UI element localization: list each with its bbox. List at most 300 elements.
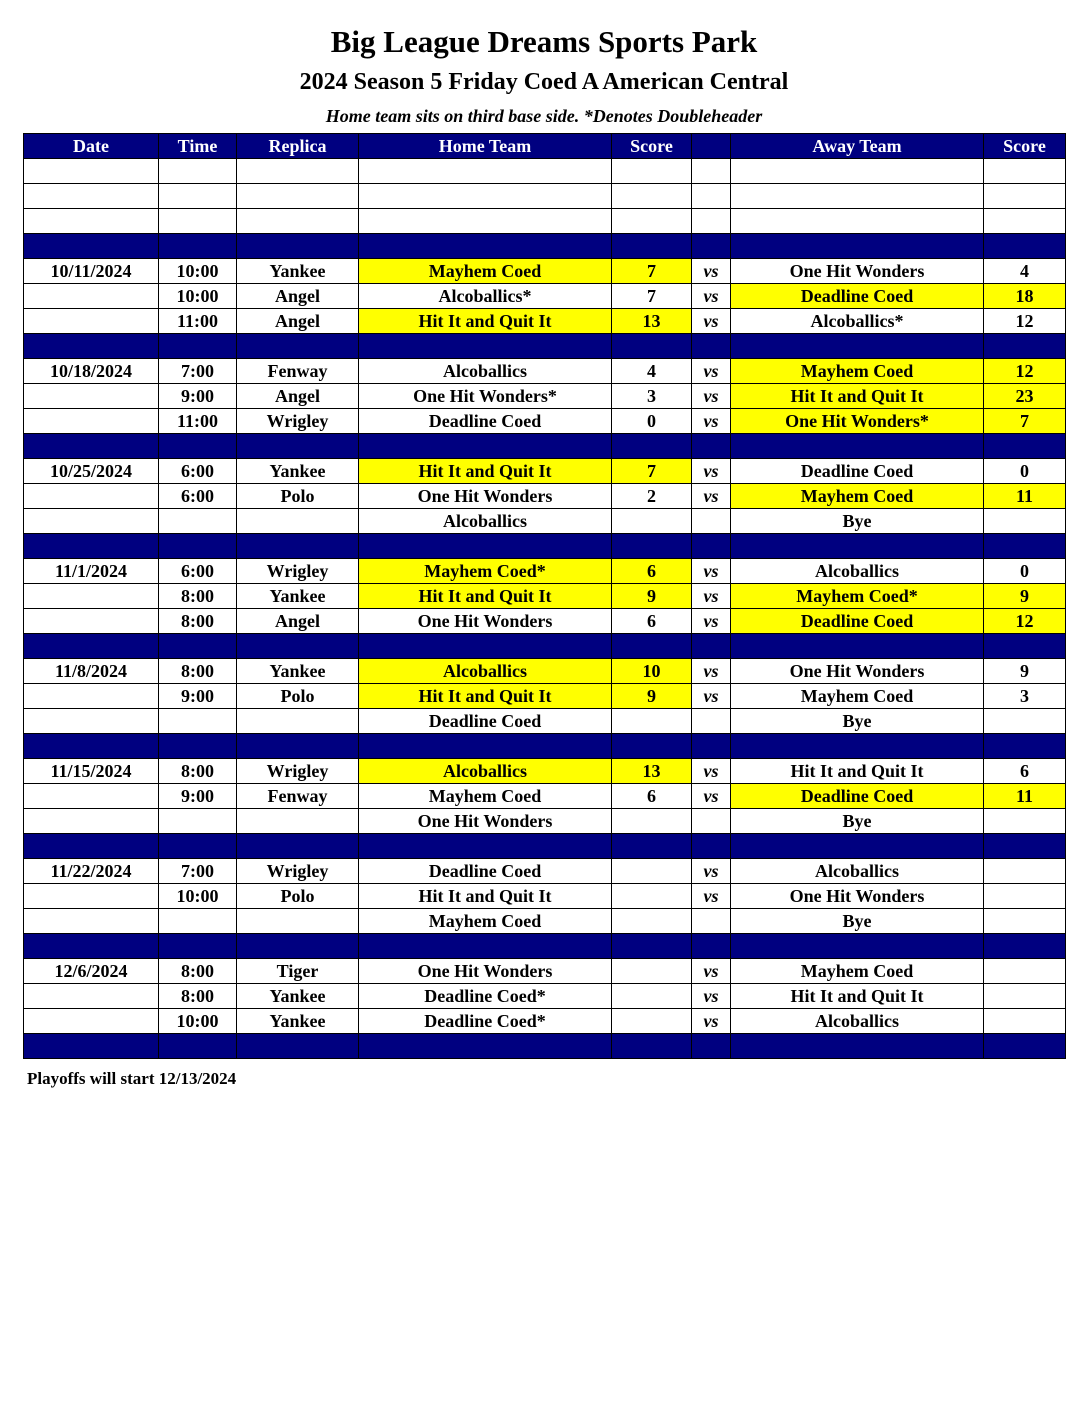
home-team-cell: Hit It and Quit It bbox=[359, 884, 612, 909]
week-separator-row bbox=[24, 334, 1066, 359]
home-team-cell bbox=[359, 209, 612, 234]
vs-cell bbox=[692, 209, 731, 234]
date-cell bbox=[24, 234, 159, 259]
time-cell bbox=[159, 1034, 237, 1059]
replica-cell bbox=[237, 209, 359, 234]
away-team-cell: Hit It and Quit It bbox=[731, 984, 984, 1009]
vs-cell: vs bbox=[692, 384, 731, 409]
week-separator-row bbox=[24, 934, 1066, 959]
vs-cell: vs bbox=[692, 959, 731, 984]
time-cell bbox=[159, 909, 237, 934]
away-team-cell: Deadline Coed bbox=[731, 284, 984, 309]
home-score-cell bbox=[612, 509, 692, 534]
col-header-away-score: Score bbox=[984, 134, 1066, 159]
game-row bbox=[24, 759, 1066, 784]
away-score-cell: 11 bbox=[984, 484, 1066, 509]
date-cell: 10/11/2024 bbox=[24, 259, 159, 284]
vs-cell bbox=[692, 834, 731, 859]
home-team-cell: Alcoballics bbox=[359, 759, 612, 784]
vs-cell bbox=[692, 934, 731, 959]
date-cell bbox=[24, 184, 159, 209]
replica-cell: Wrigley bbox=[237, 859, 359, 884]
away-team-cell bbox=[731, 159, 984, 184]
time-cell bbox=[159, 184, 237, 209]
replica-cell: Yankee bbox=[237, 259, 359, 284]
away-score-cell bbox=[984, 634, 1066, 659]
week-separator-row bbox=[24, 834, 1066, 859]
col-header-date: Date bbox=[24, 134, 159, 159]
game-row bbox=[24, 684, 1066, 709]
date-cell bbox=[24, 334, 159, 359]
replica-cell: Yankee bbox=[237, 1009, 359, 1034]
game-row bbox=[24, 309, 1066, 334]
away-score-cell bbox=[984, 209, 1066, 234]
date-cell bbox=[24, 284, 159, 309]
game-row bbox=[24, 784, 1066, 809]
time-cell: 10:00 bbox=[159, 259, 237, 284]
replica-cell: Wrigley bbox=[237, 409, 359, 434]
vs-cell: vs bbox=[692, 609, 731, 634]
game-row bbox=[24, 409, 1066, 434]
away-team-cell: Hit It and Quit It bbox=[731, 384, 984, 409]
game-row bbox=[24, 609, 1066, 634]
away-team-cell bbox=[731, 334, 984, 359]
replica-cell bbox=[237, 934, 359, 959]
vs-cell bbox=[692, 809, 731, 834]
time-cell: 8:00 bbox=[159, 759, 237, 784]
replica-cell: Wrigley bbox=[237, 559, 359, 584]
time-cell bbox=[159, 434, 237, 459]
vs-cell bbox=[692, 634, 731, 659]
away-team-cell bbox=[731, 634, 984, 659]
away-score-cell bbox=[984, 984, 1066, 1009]
away-score-cell: 9 bbox=[984, 584, 1066, 609]
home-score-cell bbox=[612, 209, 692, 234]
game-row bbox=[24, 1009, 1066, 1034]
home-score-cell: 6 bbox=[612, 559, 692, 584]
away-team-cell bbox=[731, 1034, 984, 1059]
replica-cell: Angel bbox=[237, 384, 359, 409]
vs-cell: vs bbox=[692, 284, 731, 309]
replica-cell bbox=[237, 709, 359, 734]
home-score-cell bbox=[612, 934, 692, 959]
replica-cell bbox=[237, 734, 359, 759]
away-team-cell: Alcoballics* bbox=[731, 309, 984, 334]
away-score-cell bbox=[984, 184, 1066, 209]
schedule-note: Home team sits on third base side. *Denotes Doubleheader bbox=[325, 106, 763, 126]
away-score-cell: 4 bbox=[984, 259, 1066, 284]
col-header-away-team: Away Team bbox=[731, 134, 984, 159]
away-score-cell bbox=[984, 859, 1066, 884]
home-score-cell: 4 bbox=[612, 359, 692, 384]
home-score-cell: 2 bbox=[612, 484, 692, 509]
away-team-cell: Deadline Coed bbox=[731, 784, 984, 809]
away-score-cell: 6 bbox=[984, 759, 1066, 784]
home-team-cell: Mayhem Coed bbox=[359, 259, 612, 284]
away-team-cell: Mayhem Coed bbox=[731, 684, 984, 709]
home-score-cell: 7 bbox=[612, 284, 692, 309]
away-score-cell bbox=[984, 434, 1066, 459]
away-score-cell bbox=[984, 834, 1066, 859]
page-subtitle: 2024 Season 5 Friday Coed A American Central bbox=[299, 69, 789, 95]
date-cell: 10/18/2024 bbox=[24, 359, 159, 384]
home-team-cell: Mayhem Coed bbox=[359, 784, 612, 809]
col-header-time: Time bbox=[159, 134, 237, 159]
home-score-cell bbox=[612, 534, 692, 559]
replica-cell: Yankee bbox=[237, 459, 359, 484]
away-team-cell: Mayhem Coed* bbox=[731, 584, 984, 609]
replica-cell bbox=[237, 509, 359, 534]
date-cell bbox=[24, 684, 159, 709]
time-cell bbox=[159, 334, 237, 359]
home-team-cell: One Hit Wonders bbox=[359, 809, 612, 834]
away-team-cell: Bye bbox=[731, 709, 984, 734]
time-cell bbox=[159, 709, 237, 734]
away-team-cell bbox=[731, 209, 984, 234]
col-header-replica: Replica bbox=[237, 134, 359, 159]
replica-cell: Wrigley bbox=[237, 759, 359, 784]
vs-cell bbox=[692, 534, 731, 559]
col-header-home-score: Score bbox=[612, 134, 692, 159]
vs-cell: vs bbox=[692, 584, 731, 609]
away-score-cell: 18 bbox=[984, 284, 1066, 309]
date-cell bbox=[24, 609, 159, 634]
away-score-cell bbox=[984, 1009, 1066, 1034]
date-cell bbox=[24, 734, 159, 759]
replica-cell: Polo bbox=[237, 484, 359, 509]
time-cell: 8:00 bbox=[159, 659, 237, 684]
date-cell bbox=[24, 1009, 159, 1034]
home-team-cell: Deadline Coed* bbox=[359, 1009, 612, 1034]
home-score-cell: 7 bbox=[612, 259, 692, 284]
away-score-cell: 9 bbox=[984, 659, 1066, 684]
blank-row bbox=[24, 184, 1066, 209]
vs-cell bbox=[692, 709, 731, 734]
away-team-cell: One Hit Wonders bbox=[731, 259, 984, 284]
home-score-cell bbox=[612, 184, 692, 209]
replica-cell: Yankee bbox=[237, 584, 359, 609]
away-score-cell: 12 bbox=[984, 609, 1066, 634]
date-cell bbox=[24, 159, 159, 184]
home-score-cell bbox=[612, 709, 692, 734]
home-team-cell bbox=[359, 734, 612, 759]
date-cell bbox=[24, 534, 159, 559]
away-team-cell bbox=[731, 184, 984, 209]
date-cell bbox=[24, 509, 159, 534]
vs-cell: vs bbox=[692, 984, 731, 1009]
home-team-cell bbox=[359, 834, 612, 859]
away-team-cell bbox=[731, 834, 984, 859]
date-cell: 11/1/2024 bbox=[24, 559, 159, 584]
home-team-cell bbox=[359, 334, 612, 359]
replica-cell bbox=[237, 334, 359, 359]
game-row bbox=[24, 484, 1066, 509]
col-header-vs bbox=[692, 134, 731, 159]
date-cell bbox=[24, 634, 159, 659]
home-team-cell: Hit It and Quit It bbox=[359, 584, 612, 609]
home-team-cell bbox=[359, 934, 612, 959]
vs-cell bbox=[692, 909, 731, 934]
time-cell: 10:00 bbox=[159, 284, 237, 309]
time-cell bbox=[159, 534, 237, 559]
time-cell: 6:00 bbox=[159, 559, 237, 584]
home-team-cell: One Hit Wonders bbox=[359, 959, 612, 984]
date-cell bbox=[24, 784, 159, 809]
date-cell bbox=[24, 1034, 159, 1059]
replica-cell bbox=[237, 234, 359, 259]
home-score-cell: 6 bbox=[612, 609, 692, 634]
home-team-cell: Alcoballics bbox=[359, 659, 612, 684]
date-cell: 11/15/2024 bbox=[24, 759, 159, 784]
home-team-cell bbox=[359, 184, 612, 209]
away-score-cell: 12 bbox=[984, 309, 1066, 334]
replica-cell: Yankee bbox=[237, 659, 359, 684]
home-score-cell bbox=[612, 834, 692, 859]
vs-cell: vs bbox=[692, 884, 731, 909]
game-row bbox=[24, 559, 1066, 584]
game-row bbox=[24, 884, 1066, 909]
game-row bbox=[24, 359, 1066, 384]
away-team-cell: Bye bbox=[731, 909, 984, 934]
game-row bbox=[24, 584, 1066, 609]
vs-cell: vs bbox=[692, 559, 731, 584]
blank-row bbox=[24, 209, 1066, 234]
time-cell: 9:00 bbox=[159, 384, 237, 409]
home-score-cell bbox=[612, 884, 692, 909]
away-score-cell: 7 bbox=[984, 409, 1066, 434]
home-team-cell: Hit It and Quit It bbox=[359, 684, 612, 709]
home-score-cell: 6 bbox=[612, 784, 692, 809]
week-separator-row bbox=[24, 234, 1066, 259]
away-team-cell: Deadline Coed bbox=[731, 609, 984, 634]
time-cell bbox=[159, 209, 237, 234]
game-row bbox=[24, 659, 1066, 684]
week-separator-row bbox=[24, 634, 1066, 659]
home-score-cell: 3 bbox=[612, 384, 692, 409]
date-cell bbox=[24, 209, 159, 234]
home-score-cell: 9 bbox=[612, 584, 692, 609]
week-separator-row bbox=[24, 434, 1066, 459]
replica-cell bbox=[237, 834, 359, 859]
time-cell: 11:00 bbox=[159, 409, 237, 434]
game-row bbox=[24, 459, 1066, 484]
time-cell bbox=[159, 734, 237, 759]
away-score-cell: 11 bbox=[984, 784, 1066, 809]
date-cell bbox=[24, 934, 159, 959]
time-cell: 8:00 bbox=[159, 984, 237, 1009]
away-team-cell: Mayhem Coed bbox=[731, 359, 984, 384]
replica-cell: Angel bbox=[237, 609, 359, 634]
away-score-cell bbox=[984, 884, 1066, 909]
time-cell: 8:00 bbox=[159, 609, 237, 634]
game-row bbox=[24, 809, 1066, 834]
home-score-cell bbox=[612, 959, 692, 984]
vs-cell: vs bbox=[692, 484, 731, 509]
time-cell bbox=[159, 234, 237, 259]
home-score-cell: 7 bbox=[612, 459, 692, 484]
home-score-cell bbox=[612, 1009, 692, 1034]
away-score-cell bbox=[984, 959, 1066, 984]
vs-cell: vs bbox=[692, 659, 731, 684]
vs-cell bbox=[692, 434, 731, 459]
date-cell bbox=[24, 434, 159, 459]
away-score-cell bbox=[984, 509, 1066, 534]
game-row bbox=[24, 984, 1066, 1009]
game-row bbox=[24, 709, 1066, 734]
home-score-cell: 9 bbox=[612, 684, 692, 709]
home-team-cell: One Hit Wonders* bbox=[359, 384, 612, 409]
home-team-cell bbox=[359, 434, 612, 459]
away-score-cell bbox=[984, 809, 1066, 834]
away-score-cell bbox=[984, 534, 1066, 559]
date-cell bbox=[24, 884, 159, 909]
replica-cell bbox=[237, 434, 359, 459]
away-team-cell: Mayhem Coed bbox=[731, 484, 984, 509]
away-score-cell bbox=[984, 1034, 1066, 1059]
away-score-cell: 12 bbox=[984, 359, 1066, 384]
vs-cell: vs bbox=[692, 759, 731, 784]
blank-row bbox=[24, 159, 1066, 184]
away-score-cell bbox=[984, 334, 1066, 359]
replica-cell bbox=[237, 909, 359, 934]
away-score-cell bbox=[984, 159, 1066, 184]
home-team-cell: Hit It and Quit It bbox=[359, 309, 612, 334]
week-separator-row bbox=[24, 734, 1066, 759]
home-score-cell bbox=[612, 159, 692, 184]
home-team-cell: Deadline Coed bbox=[359, 859, 612, 884]
replica-cell bbox=[237, 184, 359, 209]
schedule-body bbox=[24, 159, 1066, 1059]
replica-cell: Fenway bbox=[237, 359, 359, 384]
away-team-cell: Mayhem Coed bbox=[731, 959, 984, 984]
page-title: Big League Dreams Sports Park bbox=[330, 24, 758, 59]
replica-cell: Polo bbox=[237, 684, 359, 709]
away-team-cell bbox=[731, 534, 984, 559]
home-team-cell: One Hit Wonders bbox=[359, 484, 612, 509]
away-score-cell bbox=[984, 234, 1066, 259]
replica-cell bbox=[237, 159, 359, 184]
vs-cell: vs bbox=[692, 459, 731, 484]
home-team-cell: Deadline Coed* bbox=[359, 984, 612, 1009]
vs-cell: vs bbox=[692, 359, 731, 384]
home-score-cell bbox=[612, 909, 692, 934]
date-cell bbox=[24, 909, 159, 934]
schedule-table bbox=[23, 133, 1066, 1059]
replica-cell: Polo bbox=[237, 884, 359, 909]
vs-cell bbox=[692, 159, 731, 184]
away-team-cell bbox=[731, 234, 984, 259]
away-team-cell: Bye bbox=[731, 509, 984, 534]
time-cell: 7:00 bbox=[159, 359, 237, 384]
playoffs-note: Playoffs will start 12/13/2024 bbox=[27, 1069, 237, 1088]
time-cell bbox=[159, 834, 237, 859]
home-team-cell: Mayhem Coed bbox=[359, 909, 612, 934]
game-row bbox=[24, 284, 1066, 309]
home-team-cell bbox=[359, 1034, 612, 1059]
time-cell bbox=[159, 934, 237, 959]
home-score-cell bbox=[612, 734, 692, 759]
home-score-cell bbox=[612, 434, 692, 459]
home-score-cell bbox=[612, 984, 692, 1009]
time-cell: 7:00 bbox=[159, 859, 237, 884]
home-team-cell: One Hit Wonders bbox=[359, 609, 612, 634]
away-score-cell: 23 bbox=[984, 384, 1066, 409]
home-score-cell bbox=[612, 634, 692, 659]
home-team-cell: Deadline Coed bbox=[359, 709, 612, 734]
game-row bbox=[24, 509, 1066, 534]
away-team-cell: Deadline Coed bbox=[731, 459, 984, 484]
away-team-cell bbox=[731, 434, 984, 459]
table-header-row bbox=[24, 134, 1066, 159]
vs-cell: vs bbox=[692, 859, 731, 884]
date-cell bbox=[24, 709, 159, 734]
week-separator-row bbox=[24, 534, 1066, 559]
home-team-cell: Mayhem Coed* bbox=[359, 559, 612, 584]
away-score-cell bbox=[984, 934, 1066, 959]
home-team-cell bbox=[359, 159, 612, 184]
away-team-cell bbox=[731, 934, 984, 959]
away-team-cell: Alcoballics bbox=[731, 859, 984, 884]
time-cell: 10:00 bbox=[159, 884, 237, 909]
date-cell bbox=[24, 584, 159, 609]
game-row bbox=[24, 959, 1066, 984]
home-team-cell: Alcoballics bbox=[359, 509, 612, 534]
replica-cell bbox=[237, 634, 359, 659]
time-cell bbox=[159, 809, 237, 834]
date-cell bbox=[24, 384, 159, 409]
away-team-cell: Alcoballics bbox=[731, 559, 984, 584]
home-score-cell bbox=[612, 809, 692, 834]
vs-cell: vs bbox=[692, 684, 731, 709]
replica-cell: Fenway bbox=[237, 784, 359, 809]
away-team-cell: Alcoballics bbox=[731, 1009, 984, 1034]
vs-cell bbox=[692, 509, 731, 534]
date-cell bbox=[24, 484, 159, 509]
col-header-home-team: Home Team bbox=[359, 134, 612, 159]
replica-cell: Yankee bbox=[237, 984, 359, 1009]
game-row bbox=[24, 859, 1066, 884]
vs-cell: vs bbox=[692, 309, 731, 334]
away-score-cell bbox=[984, 734, 1066, 759]
date-cell bbox=[24, 984, 159, 1009]
vs-cell bbox=[692, 734, 731, 759]
away-score-cell: 0 bbox=[984, 559, 1066, 584]
time-cell: 6:00 bbox=[159, 459, 237, 484]
home-score-cell bbox=[612, 334, 692, 359]
home-score-cell: 0 bbox=[612, 409, 692, 434]
home-team-cell bbox=[359, 634, 612, 659]
vs-cell: vs bbox=[692, 409, 731, 434]
home-team-cell: Alcoballics* bbox=[359, 284, 612, 309]
home-team-cell: Alcoballics bbox=[359, 359, 612, 384]
home-score-cell bbox=[612, 234, 692, 259]
vs-cell: vs bbox=[692, 259, 731, 284]
game-row bbox=[24, 909, 1066, 934]
away-team-cell: Bye bbox=[731, 809, 984, 834]
time-cell bbox=[159, 509, 237, 534]
time-cell: 8:00 bbox=[159, 959, 237, 984]
time-cell bbox=[159, 159, 237, 184]
time-cell: 6:00 bbox=[159, 484, 237, 509]
away-team-cell: Hit It and Quit It bbox=[731, 759, 984, 784]
game-row bbox=[24, 384, 1066, 409]
game-row bbox=[24, 259, 1066, 284]
time-cell: 9:00 bbox=[159, 784, 237, 809]
date-cell: 11/22/2024 bbox=[24, 859, 159, 884]
time-cell: 11:00 bbox=[159, 309, 237, 334]
vs-cell bbox=[692, 1034, 731, 1059]
home-team-cell: Deadline Coed bbox=[359, 409, 612, 434]
